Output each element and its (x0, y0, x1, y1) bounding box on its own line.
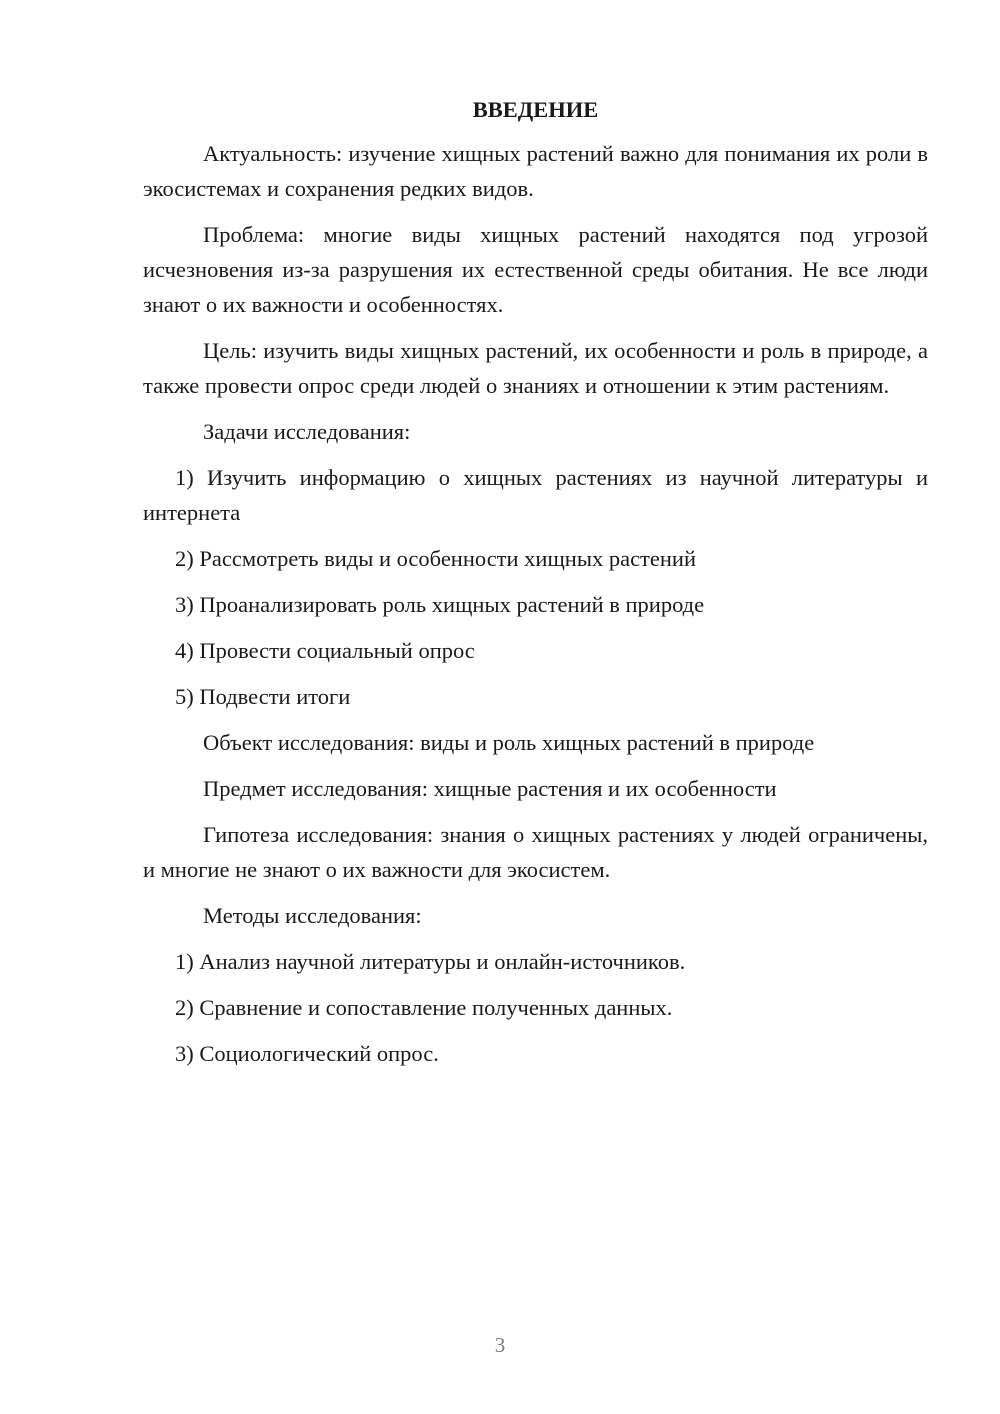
task-item: 3) Проанализировать роль хищных растений в природе (175, 592, 705, 617)
hypothesis-paragraph: Гипотеза исследования: знания о хищных растениях у людей ограничены, и многие не знают о их важности для экосистем. (143, 822, 928, 882)
subject-paragraph: Предмет исследования: хищные растения и их особенности (203, 776, 777, 801)
task-item: 4) Провести социальный опрос (175, 638, 475, 663)
document-page (143, 92, 928, 1082)
object-paragraph: Объект исследования: виды и роль хищных растений в природе (203, 730, 815, 755)
task-item: 2) Рассмотреть виды и особенности хищных растений (175, 546, 696, 571)
methods-heading: Методы исследования: (203, 903, 422, 928)
goal-paragraph: Цель: изучить виды хищных растений, их особенности и роль в природе, а также провести опрос среди людей о знаниях и отношении к этим растениям. (143, 338, 928, 398)
method-item: 1) Анализ научной литературы и онлайн-источников. (175, 949, 686, 974)
tasks-heading: Задачи исследования: (203, 419, 411, 444)
relevance-paragraph: Актуальность: изучение хищных растений важно для понимания их роли в экосистемах и сохранения редких видов. (143, 141, 928, 201)
task-item: 5) Подвести итоги (175, 684, 351, 709)
method-item: 3) Социологический опрос. (175, 1041, 439, 1066)
page-title: ВВЕДЕНИЕ (472, 97, 599, 122)
problem-paragraph: Проблема: многие виды хищных растений находятся под угрозой исчезновения из-за разрушения их естественной среды обитания. Не все люди знают о их важности и особенностях. (143, 222, 928, 317)
task-item: 1) Изучить информацию о хищных растениях из научной литературы и интернета (143, 465, 928, 525)
method-item: 2) Сравнение и сопоставление полученных данных. (175, 995, 673, 1020)
page-number: 3 (494, 1333, 506, 1357)
